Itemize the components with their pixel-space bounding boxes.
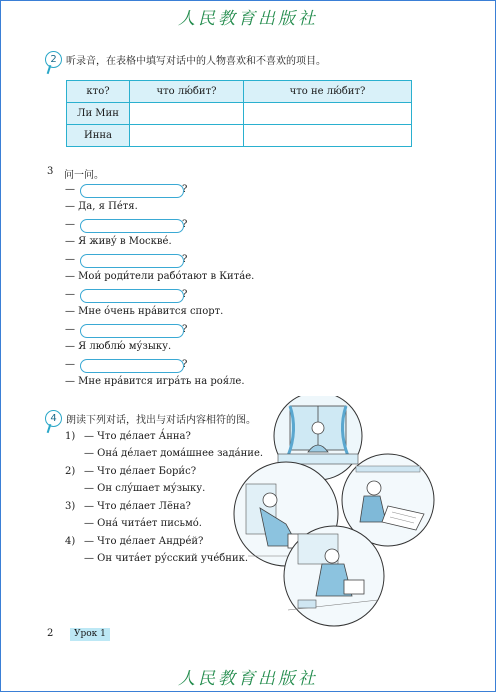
question-input-1[interactable] [80,184,184,198]
table-header-row [67,81,412,103]
likes-table [66,80,412,147]
question-input-6[interactable] [80,359,184,373]
dialog-3-answer: — Она́ чита́ет письмо́. [84,518,202,529]
dialog-1-answer: — Она́ де́лает дома́шнее зада́ние. [84,448,264,459]
exercise-4-instruction: 朗读下列对话，找出与对话内容相符的图。 [66,415,256,426]
lesson-label: Урок 1 [70,628,110,641]
answer-4: — Мне о́чень нра́вится спорт. [65,306,224,317]
question-dash: — [65,219,75,230]
publisher-watermark-top: 人民教育出版社 [178,9,318,29]
dialog-1-number: 1) [65,431,76,442]
exercise-2-badge: 2 [45,51,62,68]
dialog-1-question: — Что де́лает А́нна? [84,431,191,442]
dialog-4-question: — Что де́лает Андре́й? [84,536,204,547]
exercise-3-instruction: 问一问。 [64,170,104,181]
cell-li-min-likes[interactable] [130,103,244,125]
answer-3: — Мои́ роди́тели рабо́тают в Кита́е. [65,271,255,282]
header-who: кто? [67,81,130,103]
table-row [67,125,412,147]
header-dislikes: что не лю́бит? [244,81,412,103]
dialog-2-question: — Что де́лает Бори́с? [84,466,197,477]
answer-1: — Да, я Пе́тя. [65,201,138,212]
question-dash: — [65,254,75,265]
page-number: 2 [47,628,54,639]
question-mark: ? [182,324,188,335]
dialog-2-number: 2) [65,466,76,477]
answer-6: — Мне нра́вится игра́ть на роя́ле. [65,376,245,387]
question-dash: — [65,289,75,300]
cell-li-min-dislikes[interactable] [244,103,412,125]
question-mark: ? [182,254,188,265]
cell-inna-likes[interactable] [130,125,244,147]
question-mark: ? [182,219,188,230]
question-dash: — [65,324,75,335]
row-name-li-min: Ли Мин [67,103,130,125]
exercise-4-badge: 4 [45,410,62,427]
question-mark: ? [182,289,188,300]
question-mark: ? [182,359,188,370]
picture-girl-reading [284,526,384,626]
question-input-3[interactable] [80,254,184,268]
cell-inna-dislikes[interactable] [244,125,412,147]
dialog-3-question: — Что де́лает Лёна? [84,501,191,512]
dialog-4-answer: — Он чита́ет ру́сский уче́бник. [84,553,249,564]
question-input-4[interactable] [80,289,184,303]
question-input-2[interactable] [80,219,184,233]
question-input-5[interactable] [80,324,184,338]
table-row [67,103,412,125]
exercise-3-number: 3 [47,166,54,177]
exercise-2-instruction: 听录音，在表格中填写对话中的人物喜欢和不喜欢的项目。 [66,56,326,67]
illustrations-group [228,396,478,628]
header-likes: что лю́бит? [130,81,244,103]
answer-2: — Я живу́ в Москве́. [65,236,172,247]
dialog-4-number: 4) [65,536,76,547]
answer-5: — Я люблю́ му́зыку. [65,341,172,352]
question-dash: — [65,184,75,195]
question-mark: ? [182,184,188,195]
dialog-2-answer: — Он слу́шает му́зыку. [84,483,206,494]
publisher-watermark-bottom: 人民教育出版社 [178,669,318,689]
dialog-3-number: 3) [65,501,76,512]
question-dash: — [65,359,75,370]
row-name-inna: Инна [67,125,130,147]
